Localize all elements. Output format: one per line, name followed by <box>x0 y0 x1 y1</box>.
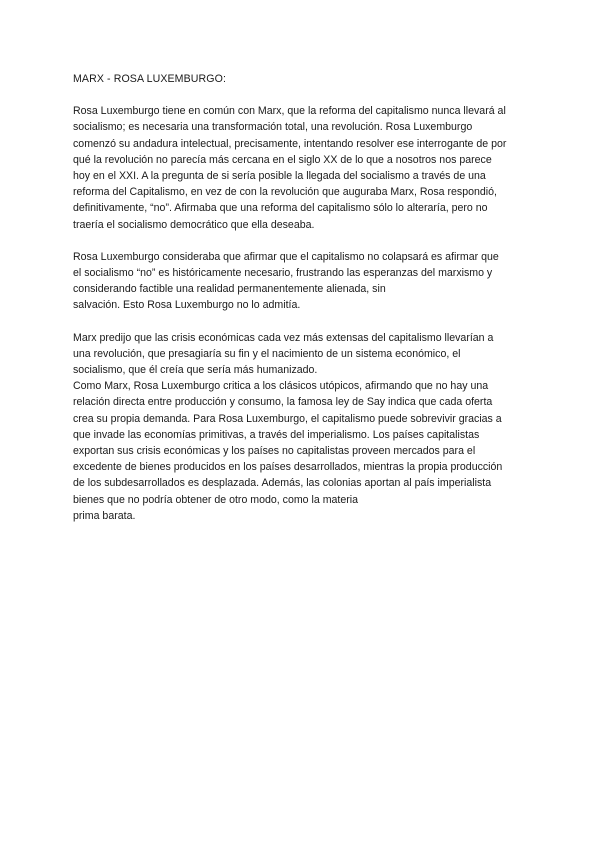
text-line: de los subdesarrollados es desplazada. Además, las colonias aportan al país imperialista <box>73 477 492 490</box>
text-line: Marx predijo que las crisis económicas cada vez más extensas del capitalismo llevarían a <box>73 331 494 344</box>
text-line: salvación. Esto Rosa Luxemburgo no lo admitía. <box>73 299 301 312</box>
text-line: Rosa Luxemburgo consideraba que afirmar que el capitalismo no colapsará es afirmar que <box>73 250 499 263</box>
text-line: comenzó su andadura intelectual, precisamente, intentando resolver ese interrogante de por <box>73 137 507 150</box>
text-line: Como Marx, Rosa Luxemburgo critica a los clásicos utópicos, afirmando que no hay una <box>73 380 489 393</box>
text-line: exportan sus crisis económicas y los países no capitalistas proveen mercados para el <box>73 445 476 458</box>
text-line: reforma del Capitalismo, en vez de con la revolución que auguraba Marx, Rosa respondió, <box>73 186 497 199</box>
text-line: que invade las economías primitivas, a través del imperialismo. Los países capitalistas <box>73 428 480 441</box>
text-line: crea su propia demanda. Para Rosa Luxemburgo, el capitalismo puede sobrevivir gracias a <box>73 412 502 425</box>
paragraph-1 <box>73 103 521 233</box>
text-line: bienes que no podría obtener de otro modo, como la materia <box>73 493 359 506</box>
text-line: socialismo, que él creía que sería más humanizado. <box>73 364 318 377</box>
text-line: prima barata. <box>73 509 136 522</box>
paragraph-2 <box>73 249 521 314</box>
text-line: relación directa entre producción y consumo, la famosa ley de Say indica que cada oferta <box>73 396 493 409</box>
text-line: considerando factible una realidad permanentemente alienada, sin <box>73 283 386 296</box>
text-line: definitivamente, “no”. Afirmaba que una reforma del capitalismo sólo lo alteraría, pero no <box>73 202 488 215</box>
paragraph-4 <box>73 378 521 524</box>
text-line: Rosa Luxemburgo tiene en común con Marx, que la reforma del capitalismo nunca llevará al <box>73 105 506 118</box>
text-line: hoy en el XXI. A la pregunta de si sería posible la llegada del socialismo a través de una <box>73 170 486 183</box>
document-body <box>73 71 521 540</box>
text-line: socialismo; es necesaria una transformación total, una revolución. Rosa Luxemburgo <box>73 121 473 134</box>
paragraph-3 <box>73 330 521 379</box>
text-line: una revolución, que presagiaría su fin y el nacimiento de un sistema económico, el <box>73 347 461 360</box>
text-line: qué la revolución no parecía más cercana en el siglo XX de lo que a nosotros nos parece <box>73 153 492 166</box>
text-line: excedente de bienes producidos en los países desarrollados, mientras la propia producción <box>73 461 503 474</box>
text-line: traería el socialismo democrático que ella deseaba. <box>73 218 315 231</box>
text-line: el socialismo “no” es históricamente necesario, frustrando las esperanzas del marxismo y <box>73 267 493 280</box>
document-title: MARX - ROSA LUXEMBURGO: <box>73 73 226 85</box>
